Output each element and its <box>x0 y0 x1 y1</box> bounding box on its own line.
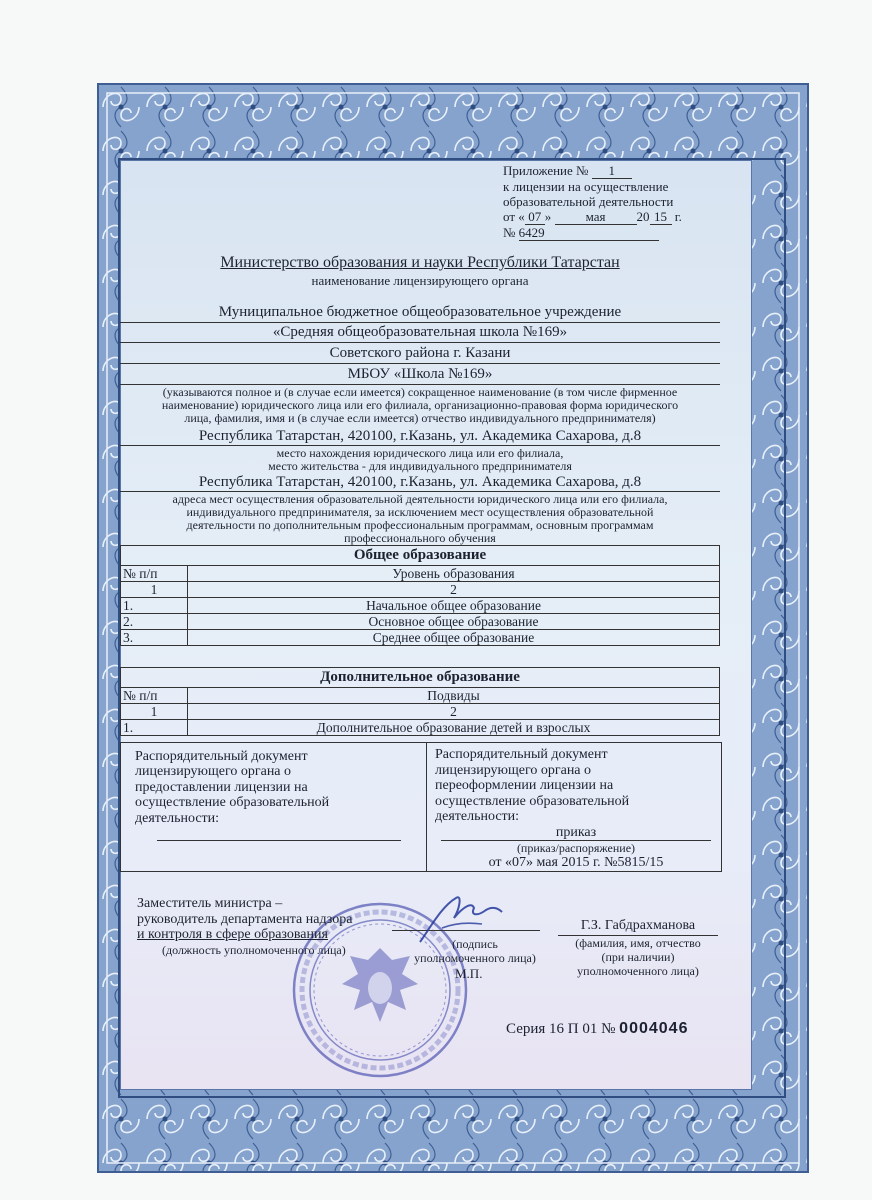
name-caption2: (при наличии) <box>601 950 675 964</box>
general-education-title: Общее образование <box>121 546 720 566</box>
license-number-label: № <box>503 225 516 240</box>
date-day: 07 <box>525 209 545 225</box>
activity-caption3: деятельности по дополнительным профессиональным программам, основным программам <box>186 518 654 532</box>
location-address: Республика Татарстан, 420100, г.Казань, ул. Академика Сахарова, д.8 <box>198 428 642 444</box>
signatory-position3: и контроля в сфере образования <box>137 927 328 942</box>
col-level-header: Уровень образования <box>188 566 720 582</box>
date-suffix: г. <box>674 209 682 224</box>
col-num-header: № п/п <box>121 688 188 704</box>
grant-l4: осуществление образовательной <box>135 795 330 810</box>
licensee-caption1: (указываются полное и (в случае если имеется) сокращенное наименование (в том числе фирменное <box>162 385 678 399</box>
underline <box>120 363 720 364</box>
col-index-level: 2 <box>188 582 720 598</box>
row-num: 1. <box>121 720 188 736</box>
name-caption1: (фамилия, имя, отчество <box>575 936 701 950</box>
grant-l1: Распорядительный документ <box>135 749 308 764</box>
reissue-doc-date: от «07» мая 2015 г. №5815/15 <box>488 855 664 870</box>
reissue-l3: переоформлении лицензии на <box>435 778 614 793</box>
signature-caption2: уполномоченного лица) <box>414 951 536 965</box>
grant-blank-line <box>157 840 401 841</box>
serial-label: Серия 16 П 01 № <box>506 1021 616 1037</box>
row-num: 3. <box>121 630 188 646</box>
reissue-l4: осуществление образовательной <box>435 794 630 809</box>
signature-caption1: (подпись <box>452 937 498 951</box>
reissue-l5: деятельности: <box>435 809 520 824</box>
reissue-doc-caption: (приказ/распоряжение) <box>516 841 636 855</box>
date-year-prefix: 20 <box>636 209 650 224</box>
signatory-name: Г.З. Габдрахманова <box>580 918 696 933</box>
date-mid: » <box>544 209 552 224</box>
licensee-line4: МБОУ «Школа №169» <box>347 366 493 382</box>
licensee-line3: Советского района г. Казани <box>329 345 511 361</box>
activity-caption2: индивидуального предпринимателя, за исключением мест осуществления образовательной <box>186 505 654 519</box>
signatory-position2: руководитель департамента надзора <box>137 912 353 927</box>
license-number: 6429 <box>519 225 659 241</box>
activity-address: Республика Татарстан, 420100, г.Казань, ул. Академика Сахарова, д.8 <box>198 474 642 490</box>
row-level: Начальное общее образование <box>188 598 720 614</box>
appendix-line3: образовательной деятельности <box>503 194 674 209</box>
location-caption1: место нахождения юридического лица или его филиала, <box>276 446 564 460</box>
col-index-sub: 2 <box>188 704 720 720</box>
col-index-num: 1 <box>121 704 188 720</box>
grant-l2: лицензирующего органа о <box>135 764 292 779</box>
location-caption2: место жительства - для индивидуального предпринимателя <box>268 459 572 473</box>
date-year-suffix: 15 <box>650 209 672 225</box>
reissue-l2: лицензирующего органа о <box>435 763 592 778</box>
activity-caption1: адреса мест осуществления образовательной деятельности юридического лица или его филиала, <box>172 492 668 506</box>
signatory-position1: Заместитель министра – <box>137 896 283 911</box>
col-num-header: № п/п <box>121 566 188 582</box>
row-sub: Дополнительное образование детей и взрослых <box>188 720 720 736</box>
licensee-caption2: наименование) юридического лица или его филиала, организационно-правовая форма юридического <box>161 398 679 412</box>
col-index-num: 1 <box>121 582 188 598</box>
row-level: Основное общее образование <box>188 614 720 630</box>
reissue-l1: Распорядительный документ <box>435 747 608 762</box>
row-num: 1. <box>121 598 188 614</box>
reissue-decision <box>427 743 721 871</box>
authority-caption: наименование лицензирующего органа <box>311 273 529 288</box>
table-row <box>121 630 720 646</box>
seal-place-label: М.П. <box>455 966 483 981</box>
decision-documents <box>120 742 722 872</box>
col-sub-header: Подвиды <box>188 688 720 704</box>
licensee-caption3: лица, фамилия, имя и (в случае если имеется) отчество индивидуального предпринимателя) <box>184 411 656 425</box>
date-prefix: от « <box>503 209 525 224</box>
row-level: Среднее общее образование <box>188 630 720 646</box>
activity-caption4: профессионального обучения <box>344 531 496 545</box>
general-education-table <box>120 545 720 646</box>
name-caption3: уполномоченного лица) <box>577 964 699 978</box>
grant-l5: деятельности: <box>135 811 220 826</box>
appendix-header <box>503 163 682 241</box>
underline <box>120 342 720 343</box>
additional-education-table <box>120 667 720 736</box>
appendix-line2: к лицензии на осуществление <box>503 179 669 194</box>
underline <box>120 322 720 323</box>
appendix-label: Приложение № <box>503 163 589 178</box>
table-row <box>121 614 720 630</box>
form-serial <box>506 1020 688 1038</box>
reissue-doc-type: приказ <box>555 825 597 840</box>
appendix-number: 1 <box>592 163 632 179</box>
serial-number: 0004046 <box>619 1020 689 1037</box>
signatory-position-caption: (должность уполномоченного лица) <box>162 943 346 957</box>
licensee-line2: «Средняя общеобразовательная школа №169» <box>272 324 568 340</box>
grant-l3: предоставлении лицензии на <box>135 780 308 795</box>
row-num: 2. <box>121 614 188 630</box>
licensee-line1: Муниципальное бюджетное общеобразовательное учреждение <box>218 304 622 320</box>
authority-name: Министерство образования и науки Республики Татарстан <box>220 254 620 271</box>
table-row <box>121 720 720 736</box>
additional-education-title: Дополнительное образование <box>121 668 720 688</box>
date-month: мая <box>555 209 637 225</box>
table-row <box>121 598 720 614</box>
grant-decision <box>121 743 427 871</box>
